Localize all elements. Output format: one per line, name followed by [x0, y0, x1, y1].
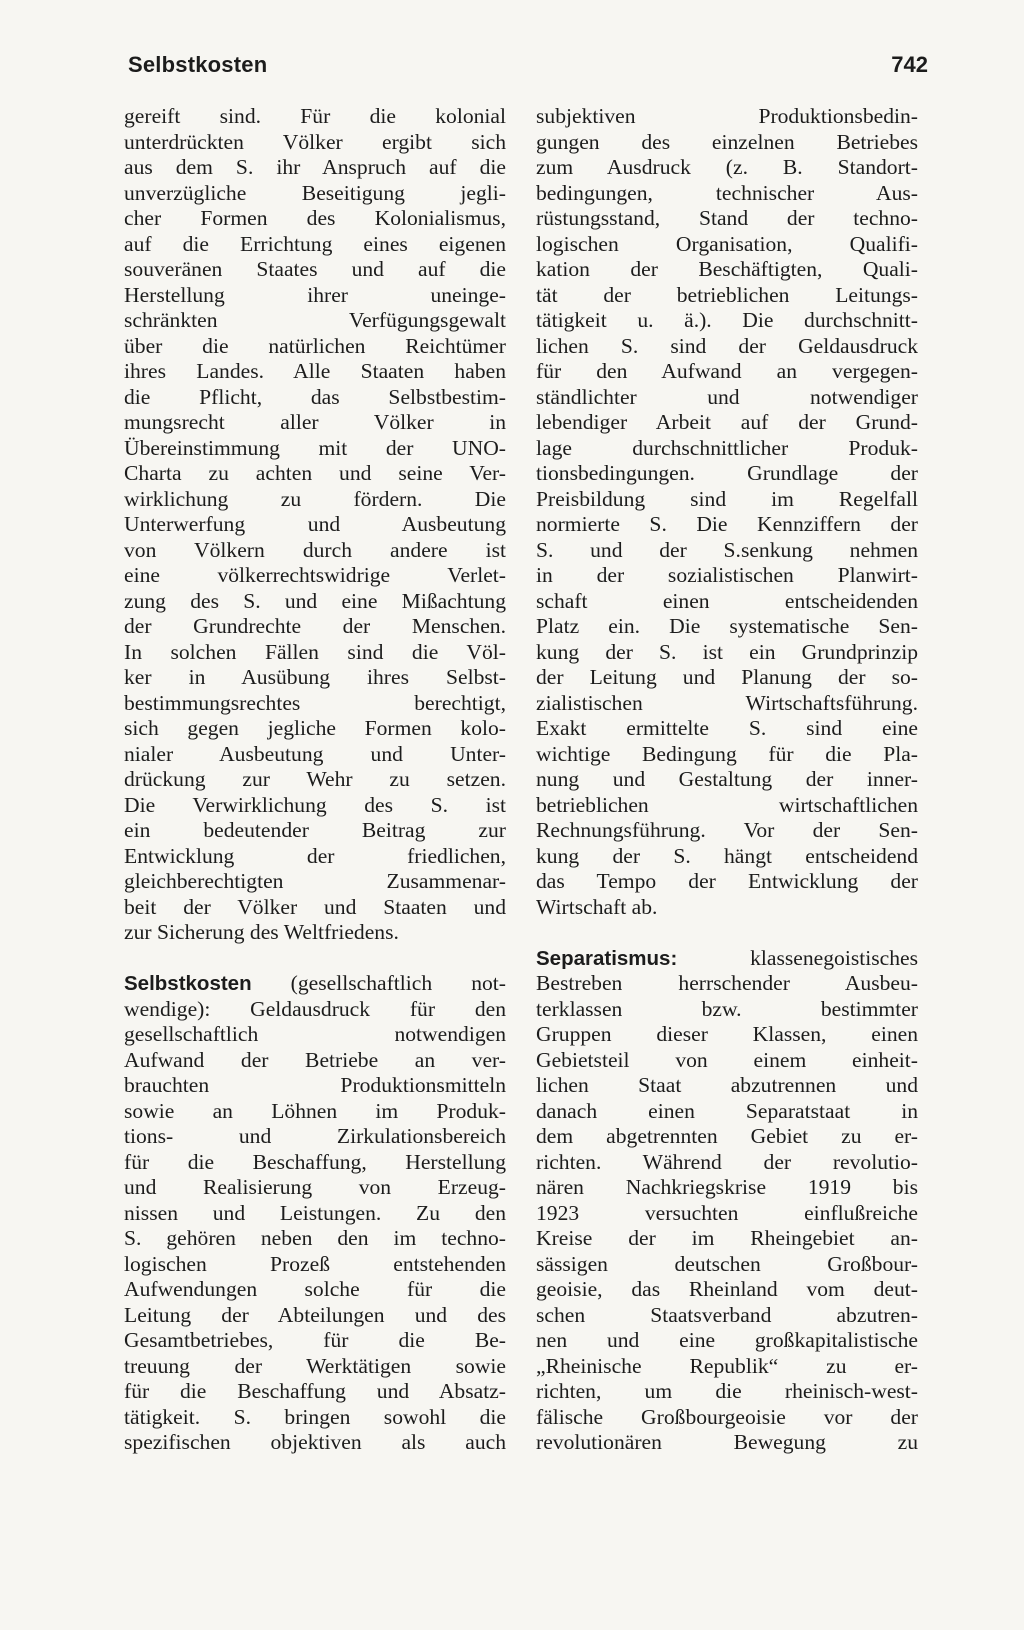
text-line: richten. Während der revolutio-: [536, 1149, 918, 1174]
text-line: lichen S. sind der Geldausdruck: [536, 333, 918, 358]
text-line: logischen Prozeß entstehenden: [124, 1251, 506, 1276]
text-line: ein bedeutender Beitrag zur: [124, 818, 506, 842]
text-line: der Grundrechte der Menschen.: [124, 614, 506, 638]
text-line: Die Verwirklichung des S. ist: [124, 792, 506, 817]
text-line: tätigkeit u. ä.). Die durchschnitt-: [536, 308, 918, 332]
text-line: lebendiger Arbeit auf der Grund-: [536, 410, 918, 434]
text-line: logischen Organisation, Qualifi-: [536, 231, 918, 256]
entry-keyword: Selbstkosten: [124, 972, 252, 995]
text-line: unverzügliche Beseitigung jegli-: [124, 180, 506, 205]
text-line: Herstellung ihrer uneinge-: [124, 282, 506, 307]
entry-heading-rest: klassenegoistisches: [677, 945, 918, 970]
text-line: von Völkern durch andere ist: [124, 537, 506, 562]
text-line: rüstungsstand, Stand der techno-: [536, 206, 918, 230]
text-line: Wirtschaft ab.: [536, 894, 658, 919]
text-line: Platz ein. Die systematische Sen-: [536, 614, 918, 638]
text-line: Gesamtbetriebes, für die Be-: [124, 1328, 506, 1352]
text-line: beit der Völker und Staaten und: [124, 894, 506, 919]
text-line: treuung der Werktätigen sowie: [124, 1353, 506, 1378]
text-line: der Leitung und Planung der so-: [536, 665, 918, 689]
text-line: spezifischen objektiven als auch: [124, 1430, 506, 1454]
text-line: wichtige Bedingung für die Pla-: [536, 741, 918, 766]
text-line: schränkten Verfügungsgewalt: [124, 308, 506, 332]
running-head: Selbstkosten: [128, 52, 268, 77]
entry-keyword: Separatismus:: [536, 946, 678, 970]
text-line: Gebietsteil von einem einheit-: [536, 1047, 918, 1072]
text-line: ker in Ausübung ihres Selbst-: [124, 665, 506, 689]
text-line: schaft einen entscheidenden: [536, 588, 918, 613]
text-line: Entwicklung der friedlichen,: [124, 843, 506, 868]
text-line: für die Beschaffung und Absatz-: [124, 1379, 506, 1403]
text-line: Leitung der Abteilungen und des: [124, 1302, 506, 1327]
text-line: S. und der S.senkung nehmen: [536, 537, 918, 562]
text-line: zung des S. und eine Mißachtung: [124, 588, 506, 613]
text-line: souveränen Staates und auf die: [124, 257, 506, 281]
text-line: Unterwerfung und Ausbeutung: [124, 512, 506, 536]
text-line: fälische Großbourgeoisie vor der: [536, 1404, 918, 1429]
paragraph-gap: [536, 920, 918, 946]
text-line: zum Ausdruck (z. B. Standort-: [536, 155, 918, 179]
text-line: auf die Errichtung eines eigenen: [124, 231, 506, 256]
text-line: sowie an Löhnen im Produk-: [124, 1098, 506, 1123]
text-line: lage durchschnittlicher Produk-: [536, 435, 918, 460]
text-line: wendige): Geldausdruck für den: [124, 996, 506, 1021]
text-line: gesellschaftlich notwendigen: [124, 1022, 506, 1046]
text-line: Preisbildung sind im Regelfall: [536, 486, 918, 511]
text-line: revolutionären Bewegung zu: [536, 1430, 918, 1454]
text-line: tionsbedingungen. Grundlage der: [536, 461, 918, 485]
text-line: Rechnungsführung. Vor der Sen-: [536, 818, 918, 842]
text-line: cher Formen des Kolonialismus,: [124, 206, 506, 230]
entry-heading-rest: (gesellschaftlich not-: [251, 971, 506, 995]
text-line: Bestreben herrschender Ausbeu-: [536, 971, 918, 995]
text-line: die Pflicht, das Selbstbestim-: [124, 384, 506, 409]
text-line: tät der betrieblichen Leitungs-: [536, 282, 918, 307]
text-line: nialer Ausbeutung und Unter-: [124, 741, 506, 766]
text-line: das Tempo der Entwicklung der: [536, 869, 918, 893]
text-line: Aufwendungen solche für die: [124, 1277, 506, 1301]
text-line: nung und Gestaltung der inner-: [536, 767, 918, 791]
text-line: schen Staatsverband abzutren-: [536, 1302, 918, 1327]
text-line: In solchen Fällen sind die Völ-: [124, 639, 506, 664]
text-line: bedingungen, technischer Aus-: [536, 180, 918, 205]
text-line: eine völkerrechtswidrige Verlet-: [124, 563, 506, 587]
text-line: kation der Beschäftigten, Quali-: [536, 257, 918, 281]
text-line: dem abgetrennten Gebiet zu er-: [536, 1124, 918, 1148]
text-line: „Rheinische Republik“ zu er-: [536, 1353, 918, 1378]
text-line: gungen des einzelnen Betriebes: [536, 129, 918, 154]
entry-heading-line: [124, 971, 506, 997]
text-line: Kreise der im Rheingebiet an-: [536, 1226, 918, 1250]
right-column: [536, 104, 918, 1456]
text-line: Aufwand der Betriebe an ver-: [124, 1047, 506, 1072]
text-line: Charta zu achten und seine Ver-: [124, 461, 506, 485]
text-line: drückung zur Wehr zu setzen.: [124, 767, 506, 791]
text-line: für die Beschaffung, Herstellung: [124, 1149, 506, 1174]
text-line: terklassen bzw. bestimmter: [536, 996, 918, 1021]
text-line: unterdrückten Völker ergibt sich: [124, 129, 506, 154]
text-line: brauchten Produktionsmitteln: [124, 1073, 506, 1097]
text-line: tions- und Zirkulationsbereich: [124, 1124, 506, 1148]
text-line: über die natürlichen Reichtümer: [124, 333, 506, 358]
text-line: für den Aufwand an vergegen-: [536, 359, 918, 383]
text-line: mungsrecht aller Völker in: [124, 410, 506, 434]
paragraph-gap: [124, 946, 506, 972]
text-line: S. gehören neben den im techno-: [124, 1226, 506, 1250]
text-line: geoisie, das Rheinland vom deut-: [536, 1277, 918, 1301]
text-line: in der sozialistischen Planwirt-: [536, 563, 918, 587]
text-line: gereift sind. Für die kolonial: [124, 104, 506, 128]
text-line: aus dem S. ihr Anspruch auf die: [124, 155, 506, 179]
text-line: nären Nachkriegskrise 1919 bis: [536, 1175, 918, 1199]
text-line: sich gegen jegliche Formen kolo-: [124, 716, 506, 740]
text-line: Exakt ermittelte S. sind eine: [536, 716, 918, 740]
text-line: lichen Staat abzutrennen und: [536, 1073, 918, 1097]
entry-heading-line: [536, 946, 918, 972]
text-line: nen und eine großkapitalistische: [536, 1328, 918, 1352]
text-line: richten, um die rheinisch-west-: [536, 1379, 918, 1403]
text-line: betrieblichen wirtschaftlichen: [536, 792, 918, 817]
text-line: zur Sicherung des Weltfriedens.: [124, 920, 399, 944]
text-line: subjektiven Produktionsbedin-: [536, 104, 918, 128]
text-line: wirklichung zu fördern. Die: [124, 486, 506, 511]
text-line: 1923 versuchten einflußreiche: [536, 1200, 918, 1225]
page-header: [128, 52, 928, 86]
text-line: nissen und Leistungen. Zu den: [124, 1200, 506, 1225]
text-line: zialistischen Wirtschaftsführung.: [536, 690, 918, 715]
text-line: kung der S. ist ein Grundprinzip: [536, 639, 918, 664]
text-line: kung der S. hängt entscheidend: [536, 843, 918, 868]
text-line: ständlichter und notwendiger: [536, 384, 918, 409]
text-line: tätigkeit. S. bringen sowohl die: [124, 1404, 506, 1429]
page-number: 742: [891, 52, 928, 77]
text-line: Übereinstimmung mit der UNO-: [124, 435, 506, 460]
text-line: danach einen Separatstaat in: [536, 1098, 918, 1123]
text-line: sässigen deutschen Großbour-: [536, 1251, 918, 1276]
text-line: bestimmungsrechtes berechtigt,: [124, 690, 506, 715]
text-line: Gruppen dieser Klassen, einen: [536, 1022, 918, 1046]
text-line: gleichberechtigten Zusammenar-: [124, 869, 506, 893]
text-line: normierte S. Die Kennziffern der: [536, 512, 918, 536]
text-line: und Realisierung von Erzeug-: [124, 1175, 506, 1199]
text-line: ihres Landes. Alle Staaten haben: [124, 359, 506, 383]
left-column: [124, 104, 506, 1456]
